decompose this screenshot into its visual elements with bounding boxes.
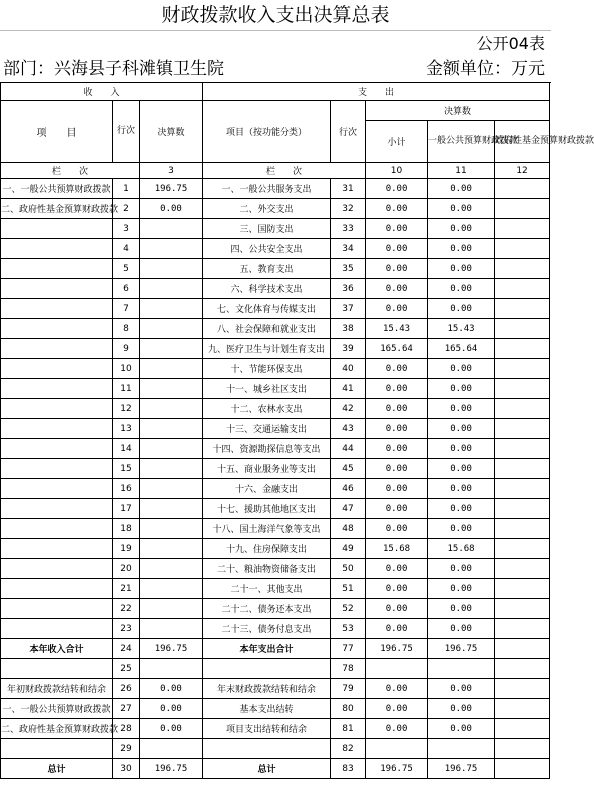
table-row xyxy=(1,359,550,379)
expense-govfund xyxy=(495,459,550,479)
expense-item: 十、节能环保支出 xyxy=(203,359,331,379)
expense-row-no: 46 xyxy=(331,479,366,499)
income-row-no: 7 xyxy=(113,299,140,319)
carry-in-govfund-no: 28 xyxy=(113,719,140,739)
table-row xyxy=(1,379,550,399)
income-row-no: 8 xyxy=(113,319,140,339)
expense-subtotal: 0.00 xyxy=(366,179,428,199)
carry-in-label: 年初财政拨款结转和结余 xyxy=(1,679,113,699)
carry-in-no: 26 xyxy=(113,679,140,699)
blank-expense-item xyxy=(203,659,331,679)
expense-general: 0.00 xyxy=(428,519,495,539)
financial-table xyxy=(0,82,594,779)
expense-total-general: 196.75 xyxy=(428,639,495,659)
income-row-no: 12 xyxy=(113,399,140,419)
expense-general: 0.00 xyxy=(428,419,495,439)
expense-item: 七、文化体育与传媒支出 xyxy=(203,299,331,319)
blank2-income-amount xyxy=(140,739,203,759)
col-label-right: 栏 次 xyxy=(203,163,366,179)
income-row-no: 20 xyxy=(113,559,140,579)
income-amount xyxy=(140,439,203,459)
income-amount xyxy=(140,219,203,239)
expense-row-no: 45 xyxy=(331,459,366,479)
table-row xyxy=(1,259,550,279)
income-item xyxy=(1,319,113,339)
blank-gov xyxy=(495,659,550,679)
expense-govfund xyxy=(495,299,550,319)
income-item xyxy=(1,239,113,259)
expense-total-label: 本年支出合计 xyxy=(203,639,331,659)
expense-subtotal: 15.68 xyxy=(366,539,428,559)
carry-in-general-amount: 0.00 xyxy=(140,699,203,719)
income-row-no: 15 xyxy=(113,459,140,479)
income-amount xyxy=(140,519,203,539)
table-row xyxy=(1,419,550,439)
col-index-12: 12 xyxy=(495,163,550,179)
grand-total-general: 196.75 xyxy=(428,759,495,779)
table-row xyxy=(1,479,550,499)
table-row xyxy=(1,219,550,239)
expense-item: 十七、援助其他地区支出 xyxy=(203,499,331,519)
expense-item: 二十三、债务付息支出 xyxy=(203,619,331,639)
summary-row xyxy=(1,719,550,739)
income-amount xyxy=(140,279,203,299)
expense-general: 0.00 xyxy=(428,219,495,239)
income-item xyxy=(1,219,113,239)
expense-row-no: 53 xyxy=(331,619,366,639)
income-item xyxy=(1,579,113,599)
table-row xyxy=(1,619,550,639)
expense-general: 0.00 xyxy=(428,379,495,399)
income-amount: 196.75 xyxy=(140,179,203,199)
expense-subtotal: 0.00 xyxy=(366,239,428,259)
income-amount xyxy=(140,259,203,279)
table-row xyxy=(1,399,550,419)
expense-subtotal: 0.00 xyxy=(366,519,428,539)
table-row xyxy=(1,559,550,579)
expense-item: 六、科学技术支出 xyxy=(203,279,331,299)
carry-in-general-no: 27 xyxy=(113,699,140,719)
expense-general: 0.00 xyxy=(428,299,495,319)
table-row xyxy=(1,519,550,539)
expense-row-no: 48 xyxy=(331,519,366,539)
income-amount xyxy=(140,459,203,479)
col-rowno-header: 行次 xyxy=(113,101,140,163)
income-amount xyxy=(140,499,203,519)
unit-label: 金额单位：万元 xyxy=(426,59,545,79)
carry-in-govfund-amount: 0.00 xyxy=(140,719,203,739)
expense-item: 十八、国土海洋气象等支出 xyxy=(203,519,331,539)
carry-in-general-label: 一、一般公共预算财政拨款 xyxy=(1,699,113,719)
income-item xyxy=(1,539,113,559)
table-row xyxy=(1,179,550,199)
expense-general: 15.43 xyxy=(428,319,495,339)
col-subtotal-header: 小计 xyxy=(366,121,428,163)
expense-row-no: 37 xyxy=(331,299,366,319)
expense-general: 0.00 xyxy=(428,259,495,279)
col-index-11: 11 xyxy=(428,163,495,179)
project-carry-label: 项目支出结转和结余 xyxy=(203,719,331,739)
expense-general: 165.64 xyxy=(428,339,495,359)
income-item: 二、政府性基金预算财政拨款 xyxy=(1,199,113,219)
expense-general: 0.00 xyxy=(428,279,495,299)
income-amount xyxy=(140,399,203,419)
income-total-no: 24 xyxy=(113,639,140,659)
project-carry-subtotal: 0.00 xyxy=(366,719,428,739)
table-row xyxy=(1,299,550,319)
expense-govfund xyxy=(495,439,550,459)
expense-item: 九、医疗卫生与计划生育支出 xyxy=(203,339,331,359)
basic-carry-govfund xyxy=(495,699,550,719)
income-row-no: 4 xyxy=(113,239,140,259)
table-row xyxy=(1,319,550,339)
expense-subtotal: 0.00 xyxy=(366,279,428,299)
expense-govfund xyxy=(495,579,550,599)
income-item xyxy=(1,499,113,519)
income-total-amount: 196.75 xyxy=(140,639,203,659)
expense-subtotal: 0.00 xyxy=(366,359,428,379)
department-label: 部门：兴海县子科滩镇卫生院 xyxy=(3,59,224,79)
col-rowno2-header: 行次 xyxy=(331,101,366,163)
table-code: 公开04表 xyxy=(476,34,545,53)
income-amount xyxy=(140,619,203,639)
col-general-header: 一般公共预算财政拨款 xyxy=(428,121,495,163)
expense-subtotal: 0.00 xyxy=(366,219,428,239)
expense-row-no: 39 xyxy=(331,339,366,359)
expense-item: 五、教育支出 xyxy=(203,259,331,279)
grand-total-amount: 196.75 xyxy=(140,759,203,779)
expense-row-no: 49 xyxy=(331,539,366,559)
income-item xyxy=(1,559,113,579)
income-item xyxy=(1,359,113,379)
income-row-no: 2 xyxy=(113,199,140,219)
basic-carry-general: 0.00 xyxy=(428,699,495,719)
expense-govfund xyxy=(495,279,550,299)
expense-general: 0.00 xyxy=(428,359,495,379)
income-item xyxy=(1,339,113,359)
income-row-no: 10 xyxy=(113,359,140,379)
table-row xyxy=(1,579,550,599)
expense-govfund xyxy=(495,539,550,559)
expense-item: 一、一般公共服务支出 xyxy=(203,179,331,199)
income-row-no: 3 xyxy=(113,219,140,239)
income-amount xyxy=(140,359,203,379)
expense-total-no: 77 xyxy=(331,639,366,659)
blank-income-item xyxy=(1,659,113,679)
income-row-no: 21 xyxy=(113,579,140,599)
blank2-gov xyxy=(495,739,550,759)
income-item xyxy=(1,299,113,319)
income-item xyxy=(1,439,113,459)
expense-govfund xyxy=(495,259,550,279)
blank2-income-no: 29 xyxy=(113,739,140,759)
expense-row-no: 42 xyxy=(331,399,366,419)
expense-subtotal: 0.00 xyxy=(366,559,428,579)
expense-subtotal: 0.00 xyxy=(366,459,428,479)
expense-row-no: 41 xyxy=(331,379,366,399)
subheader-row xyxy=(0,57,551,83)
expense-total-subtotal: 196.75 xyxy=(366,639,428,659)
grand-total-no: 30 xyxy=(113,759,140,779)
expense-item: 十三、交通运输支出 xyxy=(203,419,331,439)
expense-govfund xyxy=(495,419,550,439)
expense-govfund xyxy=(495,619,550,639)
summary-row xyxy=(1,639,550,659)
income-amount xyxy=(140,419,203,439)
table-row xyxy=(1,339,550,359)
table-row xyxy=(1,499,550,519)
expense-general: 0.00 xyxy=(428,479,495,499)
income-amount xyxy=(140,579,203,599)
expense-row-no: 31 xyxy=(331,179,366,199)
expense-row-no: 34 xyxy=(331,239,366,259)
basic-carry-label: 基本支出结转 xyxy=(203,699,331,719)
expense-govfund xyxy=(495,599,550,619)
income-row-no: 9 xyxy=(113,339,140,359)
income-header: 收 入 xyxy=(1,83,203,101)
grand-total-label: 总计 xyxy=(1,759,113,779)
expense-subtotal: 0.00 xyxy=(366,499,428,519)
expense-subtotal: 0.00 xyxy=(366,399,428,419)
income-item xyxy=(1,479,113,499)
grand-total-govfund xyxy=(495,759,550,779)
expense-govfund xyxy=(495,519,550,539)
income-row-no: 11 xyxy=(113,379,140,399)
expense-subtotal: 0.00 xyxy=(366,579,428,599)
income-row-no: 6 xyxy=(113,279,140,299)
income-item xyxy=(1,459,113,479)
summary-row xyxy=(1,739,550,759)
expense-govfund xyxy=(495,319,550,339)
carry-out-govfund xyxy=(495,679,550,699)
blank-income-no: 25 xyxy=(113,659,140,679)
income-item xyxy=(1,619,113,639)
col-item-header: 项 目 xyxy=(1,101,113,163)
project-carry-govfund xyxy=(495,719,550,739)
carry-in-amount: 0.00 xyxy=(140,679,203,699)
expense-item: 四、公共安全支出 xyxy=(203,239,331,259)
expense-general: 0.00 xyxy=(428,199,495,219)
table-row xyxy=(1,239,550,259)
blank-gen xyxy=(428,659,495,679)
expense-general: 0.00 xyxy=(428,179,495,199)
table-row xyxy=(1,599,550,619)
project-carry-no: 81 xyxy=(331,719,366,739)
expense-item: 三、国防支出 xyxy=(203,219,331,239)
blank2-sub xyxy=(366,739,428,759)
income-row-no: 18 xyxy=(113,519,140,539)
expense-header: 支 出 xyxy=(203,83,550,101)
expense-general: 0.00 xyxy=(428,439,495,459)
expense-row-no: 51 xyxy=(331,579,366,599)
expense-row-no: 50 xyxy=(331,559,366,579)
expense-total-govfund xyxy=(495,639,550,659)
income-row-no: 13 xyxy=(113,419,140,439)
summary-row xyxy=(1,699,550,719)
expense-item: 二十二、债务还本支出 xyxy=(203,599,331,619)
col-final2-header: 决算数 xyxy=(366,101,550,121)
income-row-no: 14 xyxy=(113,439,140,459)
summary-row xyxy=(1,759,550,779)
expense-row-no: 33 xyxy=(331,219,366,239)
expense-subtotal: 0.00 xyxy=(366,419,428,439)
expense-row-no: 44 xyxy=(331,439,366,459)
expense-subtotal: 0.00 xyxy=(366,299,428,319)
expense-subtotal: 0.00 xyxy=(366,619,428,639)
income-item xyxy=(1,599,113,619)
expense-item: 十九、住房保障支出 xyxy=(203,539,331,559)
expense-govfund xyxy=(495,359,550,379)
blank-sub xyxy=(366,659,428,679)
table-row xyxy=(1,439,550,459)
income-item xyxy=(1,399,113,419)
expense-row-no: 32 xyxy=(331,199,366,219)
income-item xyxy=(1,259,113,279)
expense-row-no: 38 xyxy=(331,319,366,339)
col-func-header: 项目（按功能分类） xyxy=(203,101,331,163)
carry-out-subtotal: 0.00 xyxy=(366,679,428,699)
expense-item: 十四、资源勘探信息等支出 xyxy=(203,439,331,459)
income-row-no: 16 xyxy=(113,479,140,499)
carry-out-general: 0.00 xyxy=(428,679,495,699)
income-item xyxy=(1,419,113,439)
col-index-10: 10 xyxy=(366,163,428,179)
basic-carry-subtotal: 0.00 xyxy=(366,699,428,719)
expense-govfund xyxy=(495,399,550,419)
table-row xyxy=(1,539,550,559)
income-amount xyxy=(140,479,203,499)
expense-subtotal: 0.00 xyxy=(366,439,428,459)
carry-out-label: 年末财政拨款结转和结余 xyxy=(203,679,331,699)
expense-govfund xyxy=(495,479,550,499)
grand-total-subtotal: 196.75 xyxy=(366,759,428,779)
expense-subtotal: 0.00 xyxy=(366,599,428,619)
expense-row-no: 52 xyxy=(331,599,366,619)
income-amount xyxy=(140,299,203,319)
expense-item: 十五、商业服务业等支出 xyxy=(203,459,331,479)
expense-general: 0.00 xyxy=(428,459,495,479)
expense-row-no: 40 xyxy=(331,359,366,379)
income-row-no: 19 xyxy=(113,539,140,559)
income-row-no: 23 xyxy=(113,619,140,639)
income-amount xyxy=(140,319,203,339)
expense-govfund xyxy=(495,559,550,579)
blank2-expense-item xyxy=(203,739,331,759)
expense-govfund xyxy=(495,339,550,359)
expense-govfund xyxy=(495,239,550,259)
expense-general: 0.00 xyxy=(428,399,495,419)
expense-subtotal: 0.00 xyxy=(366,259,428,279)
expense-govfund xyxy=(495,199,550,219)
grand-total-label-2: 总计 xyxy=(203,759,331,779)
income-item xyxy=(1,519,113,539)
table-row xyxy=(1,279,550,299)
expense-govfund xyxy=(495,379,550,399)
expense-general: 0.00 xyxy=(428,579,495,599)
expense-subtotal: 165.64 xyxy=(366,339,428,359)
expense-govfund xyxy=(495,179,550,199)
col-final-header: 决算数 xyxy=(140,101,203,163)
income-row-no: 17 xyxy=(113,499,140,519)
expense-row-no: 47 xyxy=(331,499,366,519)
expense-general: 0.00 xyxy=(428,619,495,639)
expense-subtotal: 0.00 xyxy=(366,379,428,399)
table-row xyxy=(1,459,550,479)
expense-row-no: 35 xyxy=(331,259,366,279)
expense-item: 二十、粮油物资储备支出 xyxy=(203,559,331,579)
blank2-gen xyxy=(428,739,495,759)
income-amount xyxy=(140,379,203,399)
blank2-expense-no: 82 xyxy=(331,739,366,759)
project-carry-general: 0.00 xyxy=(428,719,495,739)
expense-item: 八、社会保障和就业支出 xyxy=(203,319,331,339)
blank-expense-no: 78 xyxy=(331,659,366,679)
grand-total-no-2: 83 xyxy=(331,759,366,779)
income-amount xyxy=(140,239,203,259)
summary-row xyxy=(1,679,550,699)
income-total-label: 本年收入合计 xyxy=(1,639,113,659)
expense-subtotal: 0.00 xyxy=(366,479,428,499)
expense-govfund xyxy=(495,219,550,239)
expense-row-no: 43 xyxy=(331,419,366,439)
income-amount xyxy=(140,539,203,559)
table-row xyxy=(1,199,550,219)
expense-subtotal: 15.43 xyxy=(366,319,428,339)
blank2-income-item xyxy=(1,739,113,759)
income-amount xyxy=(140,559,203,579)
blank-income-amount xyxy=(140,659,203,679)
report-title: 财政拨款收入支出决算总表 xyxy=(0,0,551,31)
income-row-no: 1 xyxy=(113,179,140,199)
col-index-3: 3 xyxy=(140,163,203,179)
income-amount xyxy=(140,339,203,359)
summary-row xyxy=(1,659,550,679)
income-row-no: 5 xyxy=(113,259,140,279)
income-amount xyxy=(140,599,203,619)
expense-general: 15.68 xyxy=(428,539,495,559)
carry-out-no: 79 xyxy=(331,679,366,699)
expense-subtotal: 0.00 xyxy=(366,199,428,219)
basic-carry-no: 80 xyxy=(331,699,366,719)
income-item: 一、一般公共预算财政拨款 xyxy=(1,179,113,199)
income-item xyxy=(1,279,113,299)
col-label-left: 栏 次 xyxy=(1,163,140,179)
carry-in-govfund-label: 二、政府性基金预算财政拨款 xyxy=(1,719,113,739)
expense-item: 二、外交支出 xyxy=(203,199,331,219)
expense-govfund xyxy=(495,499,550,519)
expense-general: 0.00 xyxy=(428,499,495,519)
col-govfund-header: 政府性基金预算财政拨款 xyxy=(495,121,550,163)
expense-general: 0.00 xyxy=(428,599,495,619)
income-row-no: 22 xyxy=(113,599,140,619)
expense-general: 0.00 xyxy=(428,559,495,579)
expense-item: 十二、农林水支出 xyxy=(203,399,331,419)
expense-item: 二十一、其他支出 xyxy=(203,579,331,599)
expense-row-no: 36 xyxy=(331,279,366,299)
expense-item: 十一、城乡社区支出 xyxy=(203,379,331,399)
income-amount: 0.00 xyxy=(140,199,203,219)
expense-general: 0.00 xyxy=(428,239,495,259)
income-item xyxy=(1,379,113,399)
expense-item: 十六、金融支出 xyxy=(203,479,331,499)
